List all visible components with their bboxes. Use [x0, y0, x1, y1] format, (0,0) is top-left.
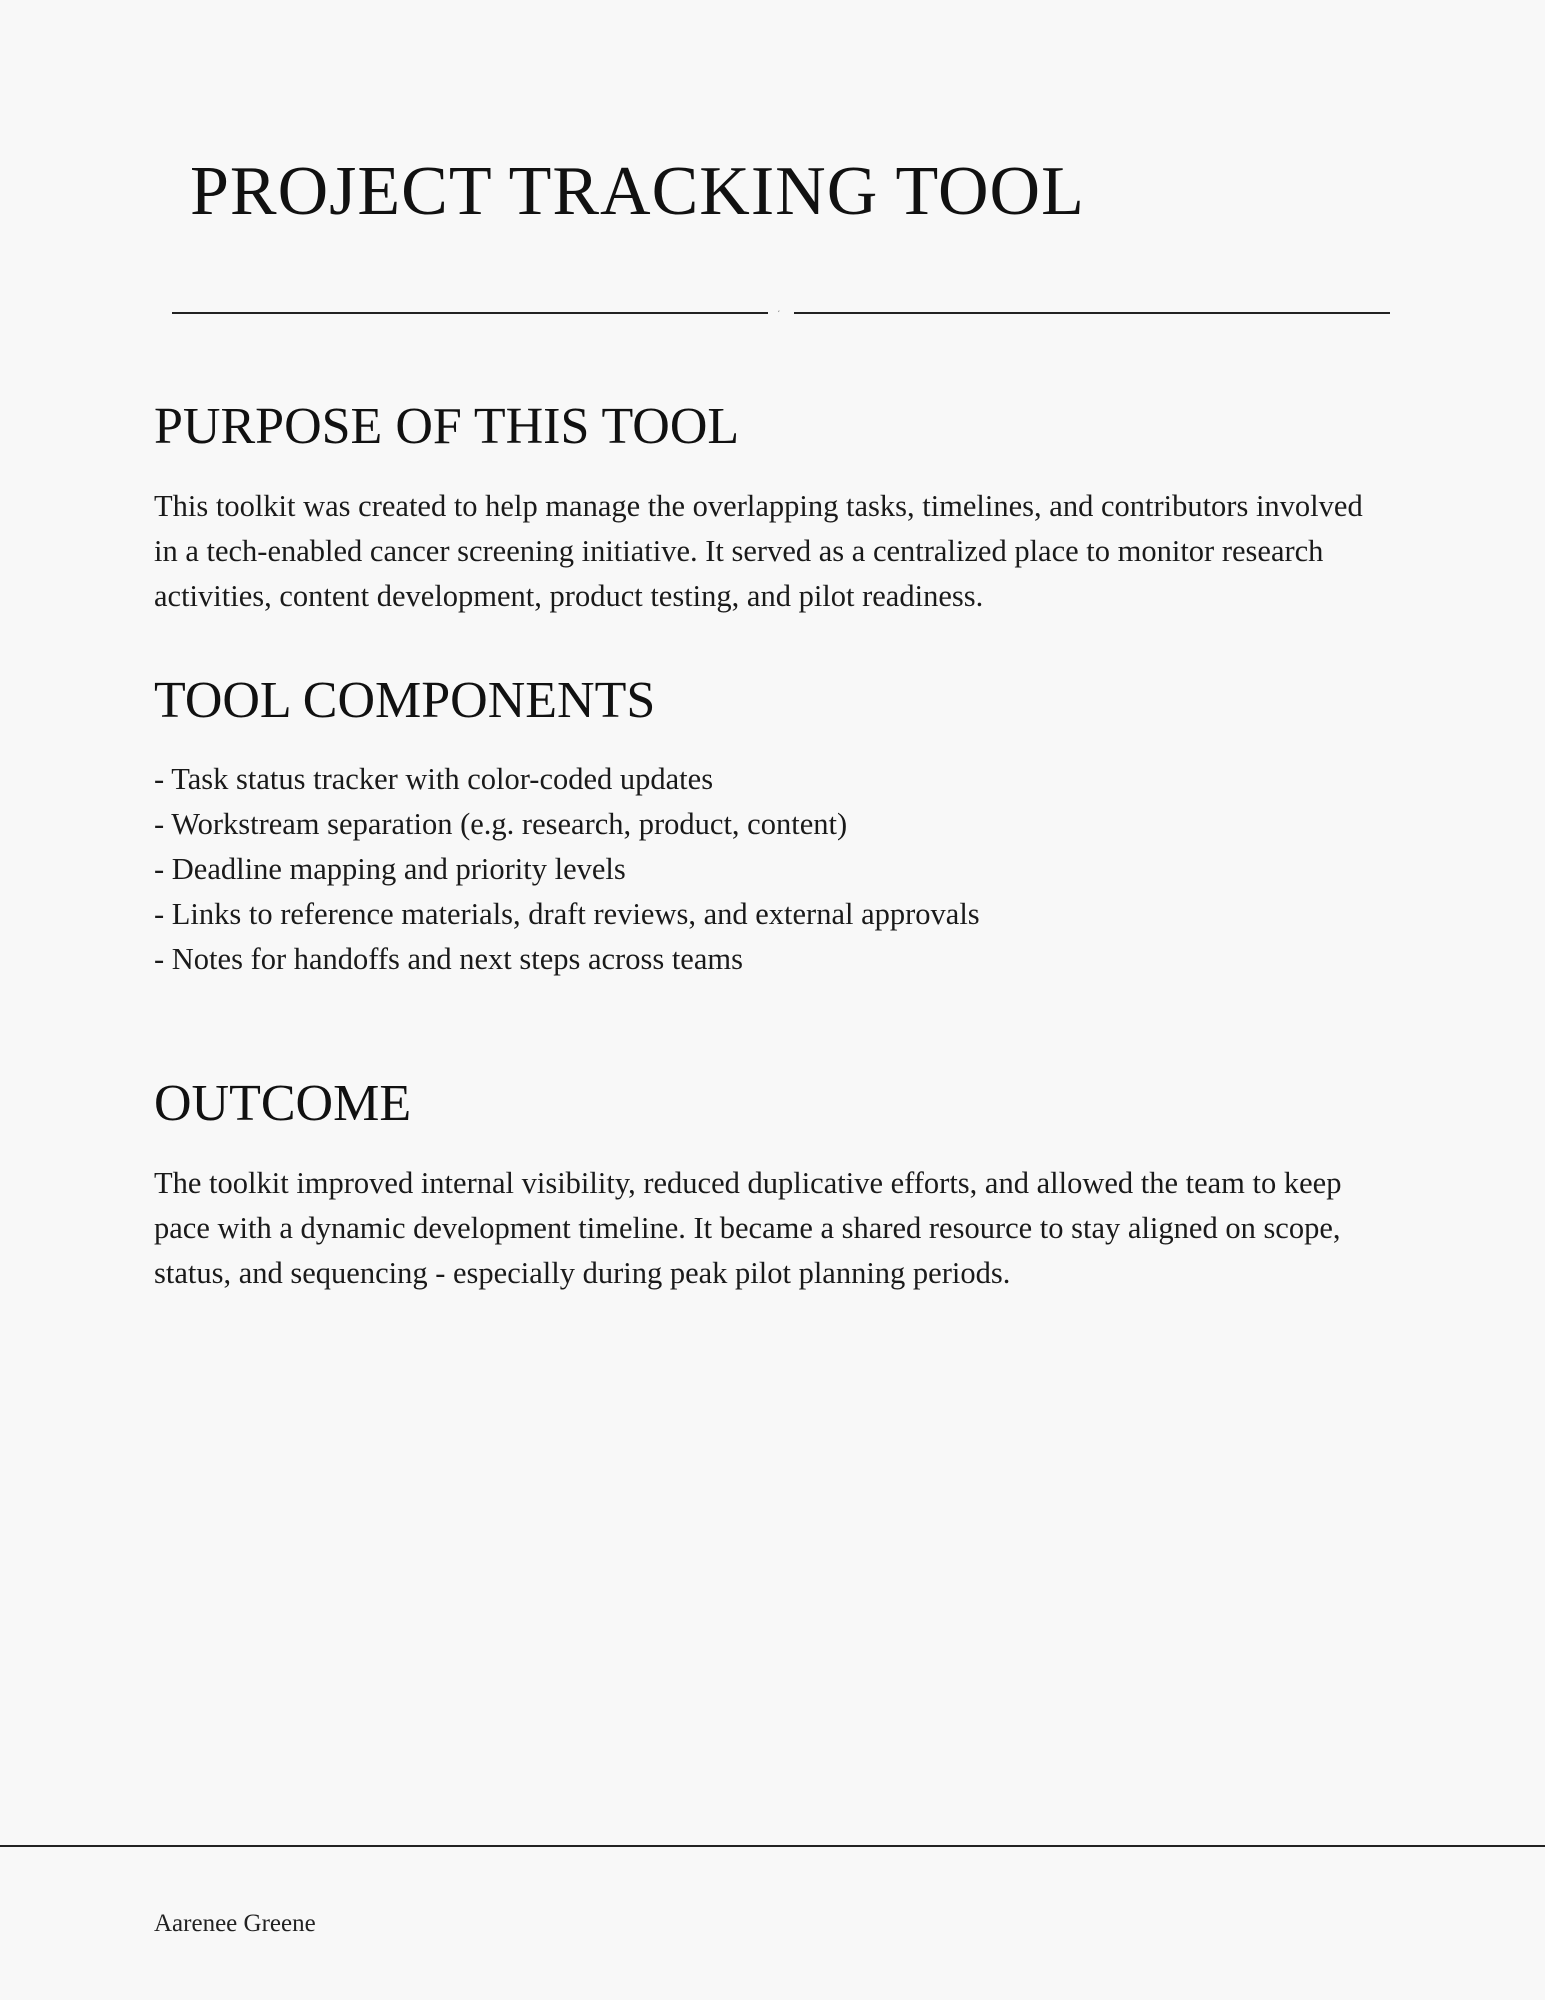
footer-author: Aarenee Greene: [154, 1910, 316, 1937]
title-divider-mark: ,: [778, 306, 780, 313]
outcome-paragraph: The toolkit improved internal visibility, reduced duplicative efforts, and allowed the team to keep pace with a dynamic development timeline. It became a shared resource to stay aligned on scope, status, and sequencing - especially during peak pilot planning periods.: [154, 1166, 1342, 1290]
list-item: - Links to reference materials, draft reviews, and external approvals: [154, 897, 980, 931]
list-item: - Deadline mapping and priority levels: [154, 852, 626, 886]
page-title: PROJECT TRACKING TOOL: [190, 153, 1085, 230]
title-divider-left: [172, 312, 768, 314]
purpose-paragraph: This toolkit was created to help manage the overlapping tasks, timelines, and contributors involved in a tech-enabled cancer screening initiative. It served as a centralized place to monitor research activities, content development, product testing, and pilot readiness.: [154, 489, 1363, 613]
components-heading: TOOL COMPONENTS: [154, 672, 656, 729]
list-item: - Notes for handoffs and next steps across teams: [154, 942, 743, 976]
purpose-heading: PURPOSE OF THIS TOOL: [154, 398, 740, 455]
components-list: [154, 757, 1390, 982]
footer-divider: [0, 1845, 1545, 1847]
list-item: - Workstream separation (e.g. research, product, content): [154, 807, 848, 841]
list-item: - Task status tracker with color-coded updates: [154, 762, 714, 796]
title-divider-right: [794, 312, 1390, 314]
outcome-heading: OUTCOME: [154, 1075, 412, 1132]
